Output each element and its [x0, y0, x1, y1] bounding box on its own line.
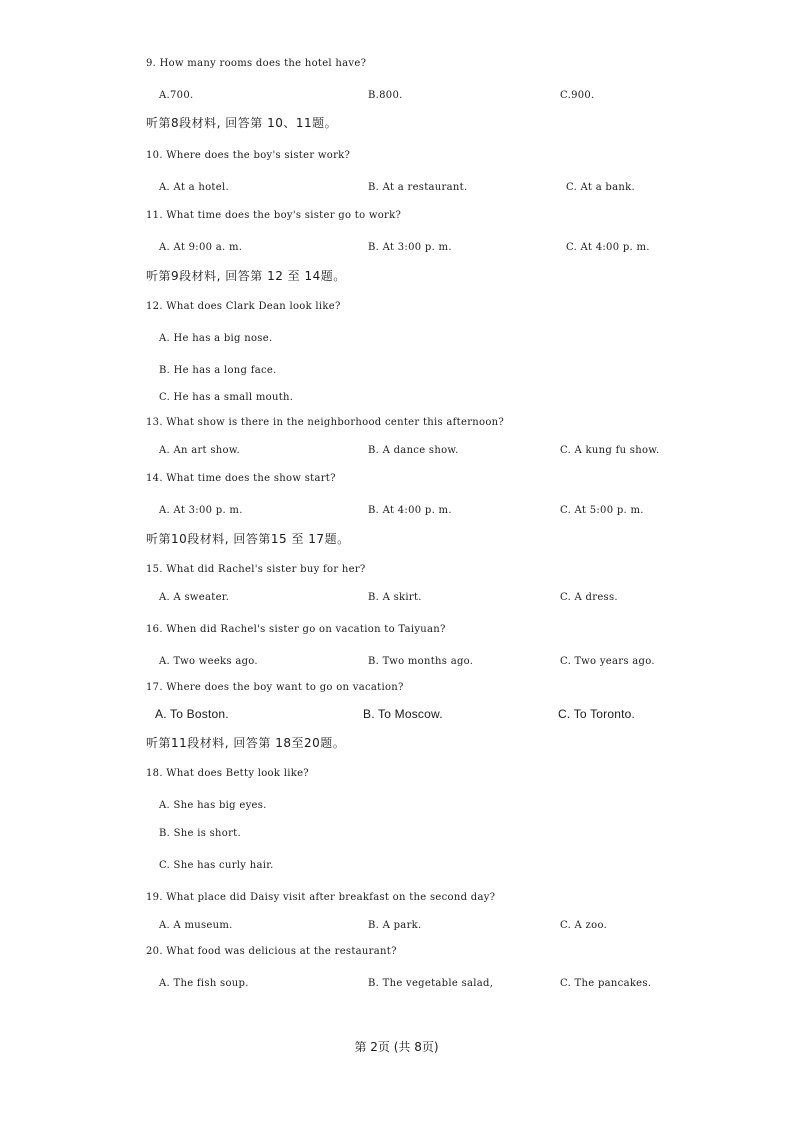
q18-option-c: C. She has curly hair. [159, 860, 274, 871]
q10-option-a: A. At a hotel. [159, 182, 229, 193]
question-11: 11. What time does the boy's sister go to work? [146, 210, 402, 221]
q16-option-c: C. Two years ago. [560, 656, 655, 667]
question-13: 13. What show is there in the neighborhood center this afternoon? [146, 417, 505, 428]
q20-option-b: B. The vegetable salad, [368, 978, 494, 989]
q14-option-a: A. At 3:00 p. m. [159, 505, 243, 516]
q19-option-b: B. A park. [368, 920, 422, 931]
q12-option-b: B. He has a long face. [159, 365, 277, 376]
q15-option-a: A. A sweater. [159, 592, 230, 603]
q16-option-b: B. Two months ago. [368, 656, 474, 667]
question-19: 19. What place did Daisy visit after breakfast on the second day? [146, 892, 496, 903]
q14-option-b: B. At 4:00 p. m. [368, 505, 452, 516]
section-8-instruction: 听第8段材料, 回答第 10、11题。 [146, 116, 338, 130]
q20-option-c: C. The pancakes. [560, 978, 652, 989]
question-15: 15. What did Rachel's sister buy for her? [146, 564, 366, 575]
question-10: 10. Where does the boy's sister work? [146, 150, 351, 161]
q17-option-c: C. To Toronto. [558, 707, 636, 721]
q10-option-b: B. At a restaurant. [368, 182, 468, 193]
q16-option-a: A. Two weeks ago. [159, 656, 258, 667]
q13-option-a: A. An art show. [159, 445, 241, 456]
q11-option-c: C. At 4:00 p. m. [566, 242, 650, 253]
q9-option-c: C.900. [560, 90, 595, 101]
q15-option-b: B. A skirt. [368, 592, 422, 603]
q15-option-c: C. A dress. [560, 592, 618, 603]
page-number-footer: 第 2页 (共 8页) [354, 1040, 439, 1054]
q13-option-b: B. A dance show. [368, 445, 459, 456]
q9-option-b: B.800. [368, 90, 403, 101]
q10-option-c: C. At a bank. [566, 182, 635, 193]
question-12: 12. What does Clark Dean look like? [146, 301, 341, 312]
q19-option-c: C. A zoo. [560, 920, 608, 931]
question-16: 16. When did Rachel's sister go on vacation to Taiyuan? [146, 624, 446, 635]
q17-option-a: A. To Boston. [155, 707, 229, 721]
q18-option-b: B. She is short. [159, 828, 241, 839]
question-18: 18. What does Betty look like? [146, 768, 309, 779]
question-17: 17. Where does the boy want to go on vacation? [146, 682, 404, 693]
q11-option-a: A. At 9:00 a. m. [159, 242, 243, 253]
q13-option-c: C. A kung fu show. [560, 445, 660, 456]
q11-option-b: B. At 3:00 p. m. [368, 242, 452, 253]
question-20: 20. What food was delicious at the restaurant? [146, 946, 397, 957]
q9-option-a: A.700. [159, 90, 194, 101]
section-9-instruction: 听第9段材料, 回答第 12 至 14题。 [146, 269, 346, 283]
q14-option-c: C. At 5:00 p. m. [560, 505, 644, 516]
q12-option-c: C. He has a small mouth. [159, 392, 294, 403]
q17-option-b: B. To Moscow. [363, 707, 443, 721]
q19-option-a: A. A museum. [159, 920, 233, 931]
q18-option-a: A. She has big eyes. [159, 800, 267, 811]
question-14: 14. What time does the show start? [146, 473, 336, 484]
q20-option-a: A. The fish soup. [159, 978, 249, 989]
section-11-instruction: 听第11段材料, 回答第 18至20题。 [146, 736, 346, 750]
q12-option-a: A. He has a big nose. [159, 333, 273, 344]
section-10-instruction: 听第10段材料, 回答第15 至 17题。 [146, 532, 350, 546]
question-9: 9. How many rooms does the hotel have? [146, 58, 367, 69]
